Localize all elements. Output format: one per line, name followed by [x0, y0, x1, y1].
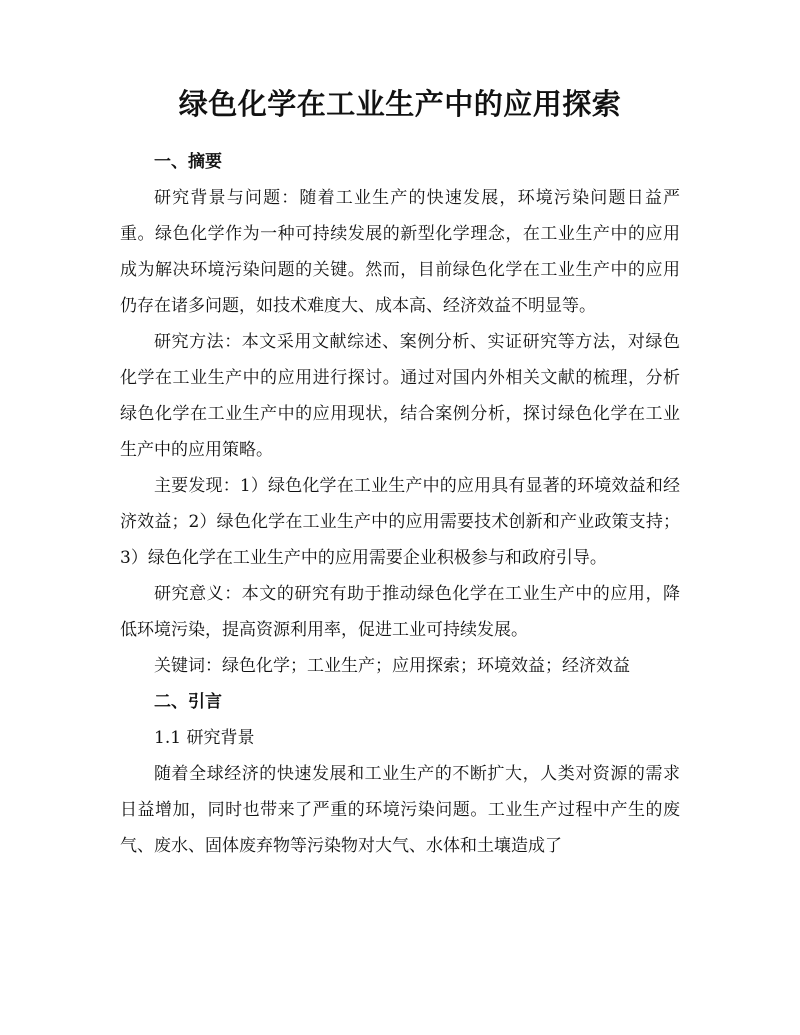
section-abstract: [120, 144, 680, 684]
section-heading-introduction: 二、引言: [154, 692, 222, 712]
paragraph-background: 研究背景与问题：随着工业生产的快速发展，环境污染问题日益严重。绿色化学作为一种可持续发展的新型化学理念，在工业生产中的应用成为解决环境污染问题的关键。然而，目前绿色化学在工业生产中的应用仍存在诸多问题，如技术难度大、成本高、经济效益不明显等。: [120, 188, 680, 316]
paragraph-keywords: 关键词：绿色化学；工业生产；应用探索；环境效益；经济效益: [154, 656, 630, 676]
document-title: 绿色化学在工业生产中的应用探索: [178, 87, 622, 121]
paragraph-methods: 研究方法：本文采用文献综述、案例分析、实证研究等方法，对绿色化学在工业生产中的应用进行探讨。通过对国内外相关文献的梳理，分析绿色化学在工业生产中的应用现状，结合案例分析，探讨绿色化学在工业生产中的应用策略。: [120, 332, 680, 460]
paragraph-findings: 主要发现：1）绿色化学在工业生产中的应用具有显著的环境效益和经济效益；2）绿色化学在工业生产中的应用需要技术创新和产业政策支持；3）绿色化学在工业生产中的应用需要企业积极参与和政府引导。: [120, 476, 680, 568]
subsection-heading-background: 1.1 研究背景: [154, 728, 255, 748]
section-heading-abstract: 一、摘要: [154, 152, 222, 172]
document-body: [120, 144, 680, 864]
section-introduction: [120, 684, 680, 864]
paragraph-intro-background: 随着全球经济的快速发展和工业生产的不断扩大，人类对资源的需求日益增加，同时也带来了严重的环境污染问题。工业生产过程中产生的废气、废水、固体废弃物等污染物对大气、水体和土壤造成了: [120, 764, 680, 856]
paragraph-significance: 研究意义：本文的研究有助于推动绿色化学在工业生产中的应用，降低环境污染，提高资源利用率，促进工业可持续发展。: [120, 584, 680, 640]
